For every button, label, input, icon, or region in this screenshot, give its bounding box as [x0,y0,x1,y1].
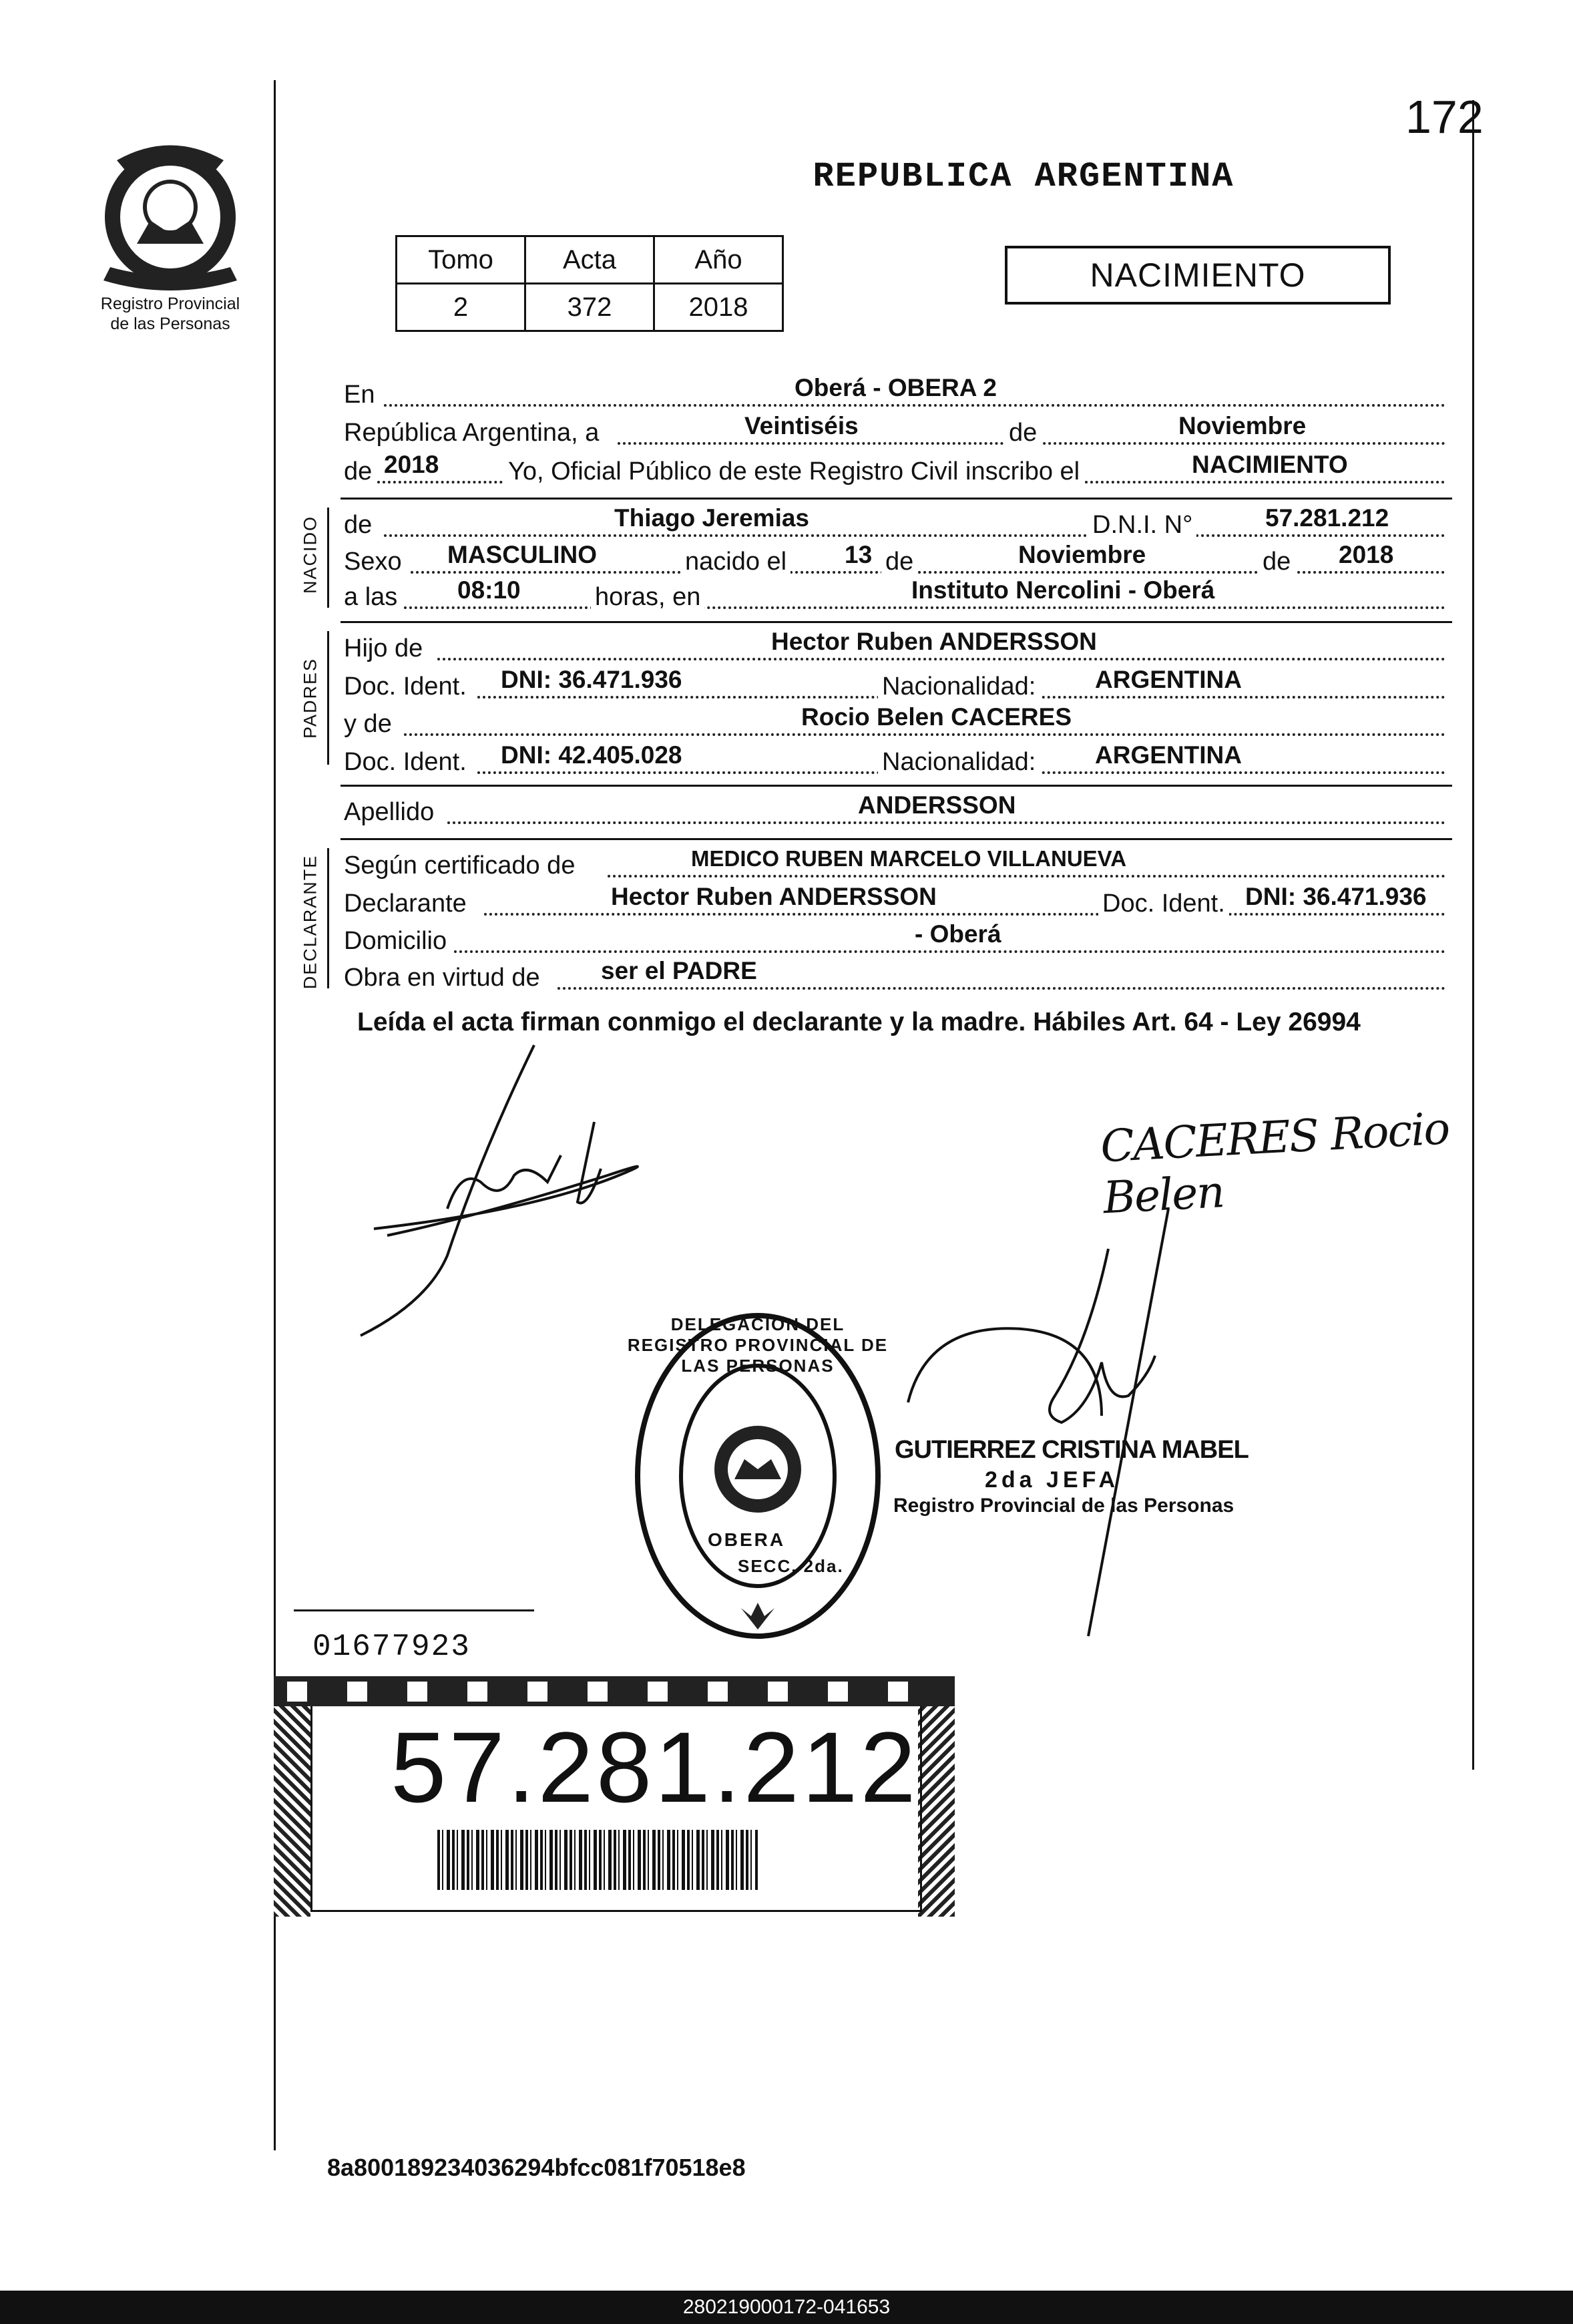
reference-table [395,235,784,332]
closing-statement: Leída el acta firman conmigo el declarante y la madre. Hábiles Art. 64 - Ley 26994 [357,1008,1361,1036]
dni-label: D.N.I. N° [1088,508,1196,542]
line-hijo-de [344,628,1445,666]
certificado-label: Según certificado de [344,848,579,883]
declarante-doc-value: DNI: 36.471.936 [1245,883,1427,910]
month-value: Noviembre [1178,412,1307,439]
declarante-section-label: DECLARANTE [300,854,320,990]
nacido-de-label-3: de [1259,544,1295,579]
act-value: NACIMIENTO [1192,451,1348,478]
acta-value: 372 [525,284,654,331]
tomo-value: 2 [397,284,525,331]
en-label: En [344,377,379,412]
anio-header: Año [654,236,783,284]
office-caption-line-1: Registro Provincial [100,295,240,313]
padres-section-label: PADRES [300,657,320,739]
oficial-text: Yo, Oficial Público de este Registro Civil inscribo el [504,454,1084,489]
serial-number: 01677923 [312,1629,471,1664]
father-nationality-value: ARGENTINA [1095,666,1242,693]
birth-year-value: 2018 [1339,541,1394,568]
divider-2 [341,621,1452,623]
dni-big-number: 57.281.212 [391,1711,919,1823]
mother-doc-label: Doc. Ident. [344,745,471,779]
line-oficial [344,451,1445,489]
declarante-bracket [327,848,329,988]
line-certificado [344,848,1445,883]
nacido-section-label: NACIDO [300,516,320,594]
obra-label: Obra en virtud de [344,960,544,995]
a-las-label: a las [344,580,401,614]
divider-1 [341,498,1452,500]
de-label-1: de [1005,415,1041,450]
official-name: GUTIERREZ CRISTINA MABEL [895,1436,1249,1464]
sexo-value: MASCULINO [447,541,598,568]
nacido-el-label: nacido el [681,544,791,579]
seal-inner-1: OBERA [708,1529,786,1550]
page-number: 172 [1405,91,1484,143]
padres-bracket [327,631,329,765]
father-doc-value: DNI: 36.471.936 [501,666,682,693]
domicilio-value: - Oberá [915,920,1001,948]
office-caption [67,294,274,334]
child-name-value: Thiago Jeremias [614,504,810,532]
sexo-label: Sexo [344,544,406,579]
line-obra [344,957,1445,995]
certificate-value: MEDICO RUBEN MARCELO VILLANUEVA [691,846,1127,871]
hour-value: 08:10 [457,576,521,604]
line-en [344,374,1445,412]
de-label-2: de [344,454,376,489]
office-caption-line-2: de las Personas [110,315,230,333]
divider-4 [341,838,1452,840]
dni-value: 57.281.212 [1265,504,1389,532]
republica-label: República Argentina, a [344,415,603,450]
country-title: REPUBLICA ARGENTINA [813,157,1234,196]
birth-month-value: Noviembre [1018,541,1146,568]
seal-ring-text: DELEGACION DEL REGISTRO PROVINCIAL DE LAS PERSONAS [627,1314,889,1376]
acta-header: Acta [525,236,654,284]
barcode [437,1830,758,1890]
right-margin-rule [1472,100,1474,1770]
father-doc-label: Doc. Ident. [344,669,471,704]
nacido-de-label: de [344,508,376,542]
nacido-bracket [327,508,329,608]
y-de-label: y de [344,707,396,741]
obra-value: ser el PADRE [601,957,757,984]
serial-rule [294,1609,534,1611]
mother-nationality-value: ARGENTINA [1095,741,1242,769]
declarante-doc-label: Doc. Ident. [1098,886,1229,921]
anio-value: 2018 [654,284,783,331]
mother-nac-label: Nacionalidad: [878,745,1040,779]
declarante-label: Declarante [344,886,471,921]
line-y-de [344,703,1445,741]
mother-name-value: Rocio Belen CACERES [801,703,1072,731]
declarante-signature [347,1035,668,1342]
record-type-box: NACIMIENTO [1005,246,1391,305]
apellido-value: ANDERSSON [858,791,1016,819]
official-office: Registro Provincial de las Personas [893,1495,1234,1517]
line-father-doc [344,666,1445,704]
apellido-label: Apellido [344,795,438,829]
line-domicilio [344,920,1445,958]
birth-place-value: Instituto Nercolini - Oberá [911,576,1215,604]
declarante-name-value: Hector Ruben ANDERSSON [611,883,937,910]
line-declarante [344,883,1445,921]
official-title: 2da JEFA [985,1467,1120,1493]
hijo-de-label: Hijo de [344,631,427,666]
mother-signature-text: CACERES Rocio Belen [1099,1103,1450,1224]
official-signature [888,1195,1262,1650]
line-apellido [344,791,1445,829]
place-value: Oberá - OBERA 2 [795,374,997,401]
registry-seal [627,1309,889,1643]
horas-label: horas, en [591,580,704,614]
line-nacido-hora [344,576,1445,614]
father-nac-label: Nacionalidad: [878,669,1040,704]
document-hash: 8a800189234036294bfcc081f70518e8 [327,2154,746,2181]
line-mother-doc [344,741,1445,779]
tomo-header: Tomo [397,236,525,284]
seal-inner-2: SECC. 2da. [738,1556,844,1576]
birth-day-value: 13 [845,541,873,568]
day-words-value: Veintiséis [744,412,859,439]
footer-bar: 280219000172-041653 [0,2291,1573,2324]
divider-3 [341,785,1452,787]
year-value: 2018 [384,451,439,478]
line-fecha [344,412,1445,450]
father-name-value: Hector Ruben ANDERSSON [771,628,1097,655]
nacido-de-label-2: de [881,544,917,579]
mother-doc-value: DNI: 42.405.028 [501,741,682,769]
domicilio-label: Domicilio [344,924,451,958]
